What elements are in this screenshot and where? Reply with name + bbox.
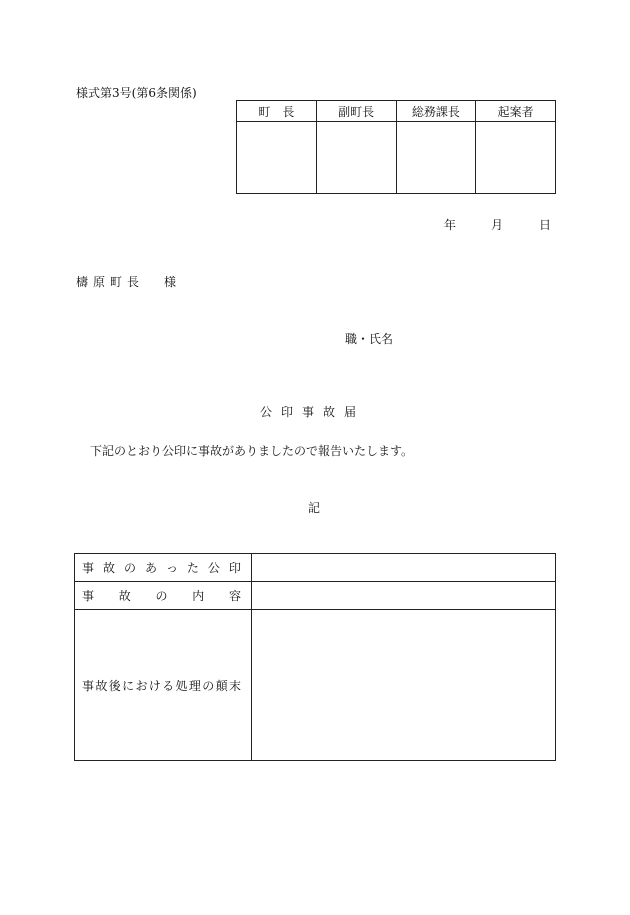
row-label-char: 公 bbox=[207, 561, 220, 575]
affected-seal-field[interactable] bbox=[252, 554, 556, 582]
intro-text: 下記のとおり公印に事故がありましたので報告いたします。 bbox=[90, 444, 414, 458]
incident-content-field[interactable] bbox=[252, 582, 556, 610]
row-label-char: る bbox=[162, 678, 175, 693]
approval-header-drafter: 起案者 bbox=[476, 101, 556, 122]
row-label-char: 顛 bbox=[215, 678, 228, 693]
approval-header-deputy-mayor: 副町長 bbox=[316, 101, 396, 122]
document-title: 公印事故届 bbox=[260, 405, 366, 419]
row-label-char: 故 bbox=[95, 678, 108, 693]
addressee-name: 檮原町長 bbox=[76, 275, 145, 289]
row-label-char: の bbox=[202, 678, 215, 693]
row-label-char: 事 bbox=[82, 561, 95, 575]
row-label-char: 後 bbox=[108, 678, 121, 693]
row-label-char: お bbox=[135, 678, 148, 693]
row-label-text bbox=[82, 587, 241, 604]
row-label-char: の bbox=[123, 561, 136, 575]
row-label-char: 末 bbox=[228, 678, 241, 693]
row-label-char: の bbox=[155, 589, 168, 603]
row-label-text bbox=[82, 677, 241, 694]
row-label-char: 容 bbox=[228, 589, 241, 603]
ki-heading: 記 bbox=[308, 501, 321, 515]
date-day-label: 日 bbox=[539, 218, 552, 232]
form-number-label: 様式第3号(第6条関係) bbox=[76, 86, 197, 100]
row-label-affected-seal bbox=[75, 554, 252, 582]
row-label-post-incident-handling bbox=[75, 610, 252, 761]
row-label-incident-content bbox=[75, 582, 252, 610]
post-incident-handling-field[interactable] bbox=[252, 610, 556, 761]
approval-stamp-table bbox=[236, 100, 556, 194]
row-label-char: 故 bbox=[102, 561, 115, 575]
row-label-char: 印 bbox=[228, 561, 241, 575]
addressee-honorific: 様 bbox=[164, 275, 177, 289]
row-label-char: け bbox=[148, 678, 161, 693]
row-label-char: た bbox=[186, 561, 199, 575]
applicant-name-label: 職・氏名 bbox=[345, 332, 394, 346]
approval-header-general-affairs-chief: 総務課長 bbox=[396, 101, 476, 122]
approval-seal-cell-drafter[interactable] bbox=[476, 122, 556, 194]
approval-header-mayor: 町 長 bbox=[237, 101, 317, 122]
row-label-char: あ bbox=[144, 561, 157, 575]
approval-seal-cell-general-affairs-chief[interactable] bbox=[396, 122, 476, 194]
row-label-char: 故 bbox=[118, 589, 131, 603]
row-label-char: に bbox=[122, 678, 135, 693]
row-label-char: 事 bbox=[82, 678, 95, 693]
incident-details-table bbox=[74, 553, 556, 761]
approval-seal-cell-deputy-mayor[interactable] bbox=[316, 122, 396, 194]
approval-seal-cell-mayor[interactable] bbox=[237, 122, 317, 194]
date-month-label: 月 bbox=[491, 218, 504, 232]
row-label-char: 事 bbox=[82, 589, 95, 603]
row-label-char: 処 bbox=[175, 678, 188, 693]
row-label-text bbox=[82, 559, 241, 576]
row-label-char: 内 bbox=[192, 589, 205, 603]
date-year-label: 年 bbox=[444, 218, 457, 232]
row-label-char: 理 bbox=[188, 678, 201, 693]
row-label-char: っ bbox=[165, 561, 178, 575]
